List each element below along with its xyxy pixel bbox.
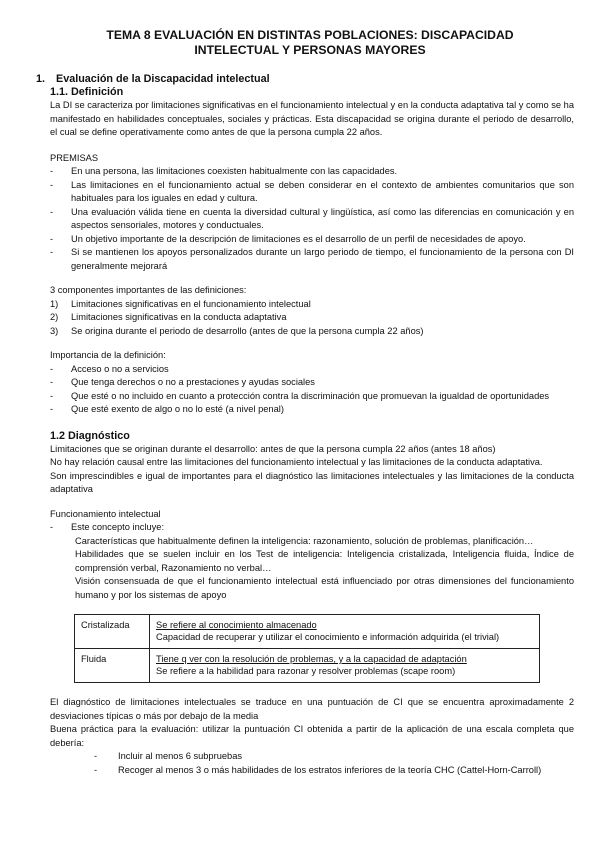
subsection-1-2-heading: 1.2 Diagnóstico: [50, 429, 130, 442]
list-item: 3) Se origina durante el periodo de desarrollo (antes de que la persona cumpla 22 años): [50, 325, 424, 336]
intelligence-types-table: [74, 614, 540, 683]
funcionamiento-intelectual-title: Funcionamiento intelectual: [50, 508, 161, 519]
list-item: - Si se mantienen los apoyos personalizados durante un largo periodo de tiempo, el funcionamiento de la persona con DI generalmente mejorará: [50, 247, 574, 271]
list-item: - Este concepto incluye:: [50, 522, 165, 532]
table-row: [75, 615, 540, 649]
definition-paragraph: La DI se caracteriza por limitaciones significativas en el funcionamiento intelectual y en la conducta adaptativa tal y como se ha manifestado en habilidades conceptuales, sociales y prácticas. Esta discapacidad se origina durante el periodo de desarrollo, el cual se define operativamente como antes de que la persona cumpla 22 años.: [50, 100, 575, 137]
subsection-1-1-heading: 1.1. Definición: [50, 86, 124, 98]
fi-sub-item-3: Visión consensuada de que el funcionamiento intelectual está influenciado por otras dimensiones del funcionamiento humano y por los sistemas de apoyo: [75, 576, 574, 600]
ci-paragraph: El diagnóstico de limitaciones intelectuales se traduce en una puntuación de CI que se encuentra aproximadamente 2 desviaciones típicas o más por debajo de la media: [50, 697, 574, 721]
list-item: - Que esté o no incluido en cuanto a protección contra la discriminación que promuevan la igualdad de oportunidades: [50, 390, 550, 401]
section-1-title: Evaluación de la Discapacidad intelectual: [56, 73, 270, 85]
componentes-title: 3 componentes importantes de las definiciones:: [50, 285, 247, 295]
fi-sub-item-1: Características que habitualmente definen la inteligencia: razonamiento, solución de problemas, planificación…: [75, 535, 534, 546]
importancia-title: Importancia de la definición:: [50, 350, 166, 360]
list-item: - Incluir al menos 6 subpruebas: [94, 751, 243, 761]
premisas-list: [46, 165, 574, 273]
diagnostico-paragraph-2: No hay relación causal entre las limitaciones del funcionamiento intelectual y las limitaciones de la conducta adaptativa.: [50, 457, 543, 467]
fi-sub-item-2: Habilidades que se suelen incluir en los Test de inteligencia: Inteligencia cristalizada, Inteligencia fluida, Índice de comprensión verbal, Razonamiento no verbal…: [75, 549, 574, 573]
list-item: - Que esté exento de algo o no lo esté (a nivel penal): [50, 404, 284, 414]
list-item: 1) Limitaciones significativas en el funcionamiento intelectual: [50, 298, 311, 309]
table-cell-description: Se refiere al conocimiento almacenado Capacidad de recuperar y utilizar el conocimiento e información adquirida (el trivial): [150, 615, 540, 649]
document-title: [46, 28, 574, 58]
list-item: - Las limitaciones en el funcionamiento actual se deben considerar en el contexto de ambientes comunitarios que son habituales para los iguales en edad y cultura.: [50, 179, 574, 203]
table-cell-label: Fluida: [75, 649, 150, 683]
list-item: - En una persona, las limitaciones coexisten habitualmente con las capacidades.: [50, 166, 398, 176]
list-item: - Acceso o no a servicios: [50, 363, 169, 374]
table-cell-description: Tiene q ver con la resolución de problemas, y a la capacidad de adaptación Se refiere a la habilidad para razonar y resolver problemas (scape room): [150, 649, 540, 683]
section-1-heading: [36, 73, 574, 86]
list-item: 2) Limitaciones significativas en la conducta adaptativa: [50, 312, 287, 322]
title-line-2: INTELECTUAL Y PERSONAS MAYORES: [194, 43, 426, 57]
list-item: - Una evaluación válida tiene en cuenta la diversidad cultural y lingüística, así como las diferencias en comunicación y en aspectos sensoriales, motores y conductuales.: [50, 206, 574, 230]
componentes-list: [46, 298, 574, 339]
diagnostico-paragraph-3: Son imprescindibles e igual de importantes para el diagnóstico las limitaciones intelectuales y las limitaciones de la conducta adaptativa: [50, 470, 574, 494]
section-1-number: 1.: [36, 73, 46, 85]
diagnostico-paragraph-1: Limitaciones que se originan durante el desarrollo: antes de que la persona cumpla 22 años (antes 18 años): [50, 443, 496, 454]
title-line-1: TEMA 8 EVALUACIÓN EN DISTINTAS POBLACIONES: DISCAPACIDAD: [106, 28, 514, 42]
list-item: - Recoger al menos 3 o más habilidades de los estratos inferiores de la teoría CHC (Cattel-Horn-Carroll): [94, 764, 542, 775]
list-item: - Un objetivo importante de la descripción de limitaciones es el desarrollo de un perfil de necesidades de apoyo.: [50, 233, 526, 244]
list-item: - Que tenga derechos o no a prestaciones y ayudas sociales: [50, 377, 315, 387]
table-row: [75, 649, 540, 683]
premisas-title: PREMISAS: [50, 152, 99, 163]
buena-practica-paragraph: Buena práctica para la evaluación: utilizar la puntuación CI obtenida a partir de la aplicación de una escala completa que debería:: [50, 724, 574, 748]
importancia-list: [46, 363, 574, 417]
table-cell-label: Cristalizada: [75, 615, 150, 649]
